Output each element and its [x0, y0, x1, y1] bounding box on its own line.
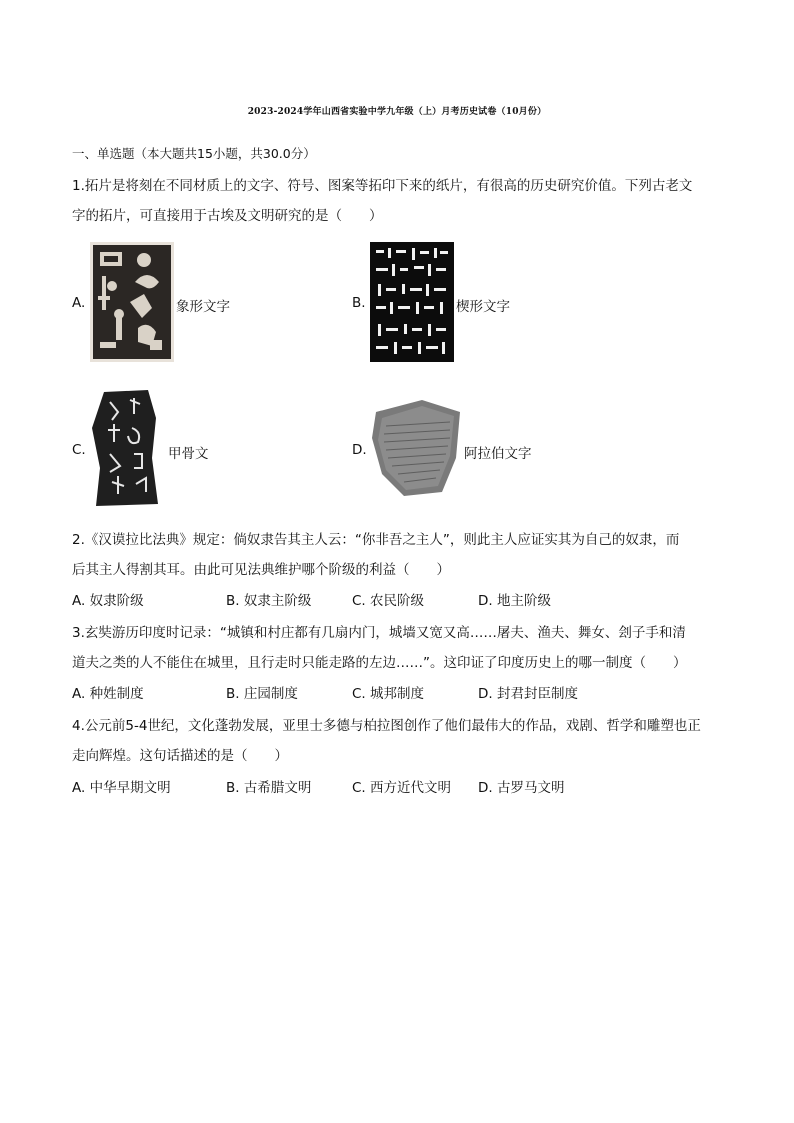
- option-label: 甲骨文: [168, 446, 209, 462]
- option-label: 象形文字: [176, 299, 230, 315]
- option-3a[interactable]: A. 种姓制度: [72, 686, 144, 702]
- option-letter: A.: [72, 295, 86, 311]
- option-letter: B.: [352, 295, 366, 311]
- option-label: 阿拉伯文字: [464, 446, 532, 462]
- option-2b[interactable]: B. 奴隶主阶级: [226, 593, 312, 609]
- stone-tablet-rubbing-icon: [370, 398, 464, 498]
- option-4d[interactable]: D. 古罗马文明: [478, 780, 565, 796]
- question-2-line-2: 后其主人得割其耳。由此可见法典维护哪个阶级的利益（ ）: [72, 562, 450, 578]
- question-4-line-1: 4.公元前5-4世纪，文化蓬勃发展，亚里士多德与柏拉图创作了他们最伟大的作品，戏剧、哲学和雕塑也正: [72, 718, 701, 734]
- option-3c[interactable]: C. 城邦制度: [352, 686, 425, 702]
- option-2a[interactable]: A. 奴隶阶级: [72, 593, 144, 609]
- oracle-bone-rubbing-icon: [90, 388, 162, 508]
- page-title: 2023-2024学年山西省实验中学九年级（上）月考历史试卷（10月份）: [247, 107, 547, 117]
- option-letter: C.: [72, 442, 86, 458]
- option-label: 楔形文字: [456, 299, 510, 315]
- option-4c[interactable]: C. 西方近代文明: [352, 780, 452, 796]
- option-4b[interactable]: B. 古希腊文明: [226, 780, 312, 796]
- option-2d[interactable]: D. 地主阶级: [478, 593, 551, 609]
- question-1-line-1: 1.拓片是将刻在不同材质上的文字、符号、图案等拓印下来的纸片，有很高的历史研究价值。下列古老文: [72, 178, 693, 194]
- option-4a[interactable]: A. 中华早期文明: [72, 780, 171, 796]
- option-3d[interactable]: D. 封君封臣制度: [478, 686, 578, 702]
- question-1-line-2: 字的拓片，可直接用于古埃及文明研究的是（ ）: [72, 208, 383, 224]
- question-4-line-2: 走向辉煌。这句话描述的是（ ）: [72, 748, 288, 764]
- section-heading: 一、单选题（本大题共15小题，共30.0分）: [72, 146, 316, 161]
- question-2-line-1: 2.《汉谟拉比法典》规定：倘奴隶告其主人云：“你非吾之主人”，则此主人应证实其为自己的奴隶，而: [72, 532, 680, 548]
- option-3b[interactable]: B. 庄园制度: [226, 686, 298, 702]
- option-2c[interactable]: C. 农民阶级: [352, 593, 425, 609]
- hieroglyph-rubbing-icon: [90, 242, 174, 362]
- question-3-line-2: 道夫之类的人不能住在城里，且行走时只能走路的左边……”。这印证了印度历史上的哪一制度（ ）: [72, 655, 687, 671]
- option-letter: D.: [352, 442, 367, 458]
- question-3-line-1: 3.玄奘游历印度时记录：“城镇和村庄都有几扇内门，城墙又宽又高……屠夫、渔夫、舞女、刽子手和清: [72, 625, 686, 641]
- cuneiform-rubbing-icon: [370, 242, 454, 362]
